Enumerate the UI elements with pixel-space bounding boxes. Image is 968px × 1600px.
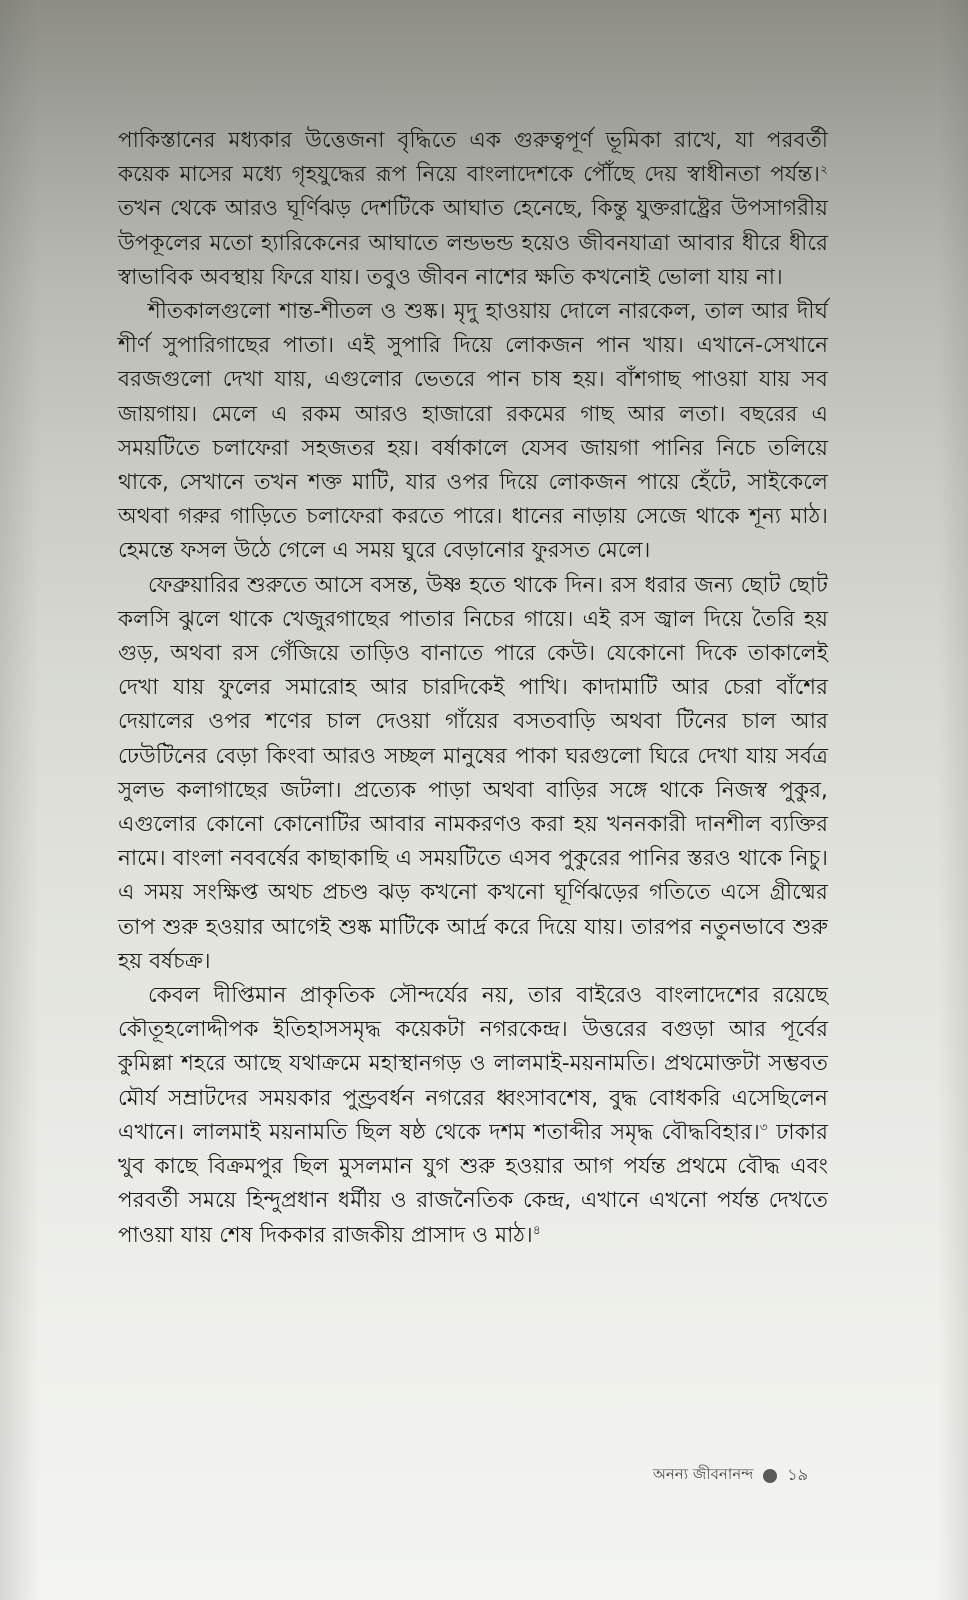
paragraph-1 (118, 124, 828, 295)
paragraph-text: কেবল দীপ্তিমান প্রাকৃতিক সৌন্দর্যের নয়, তার বাইরেও বাংলাদেশের রয়েছে কৌতূহলোদ্দীপক ইতিহাসসমৃদ্ধ কয়েকটা নগরকেন্দ্র। উত্তরের বগুড়া আর পূর্বের কুমিল্লা শহরে আছে যথাক্রমে মহাস্থানগড় ও লালমাই-ময়নামতি। প্রথমোক্তটা সম্ভবত মৌর্য সম্রাটদের সময়কার পুণ্ড্রবর্ধন নগরের ধ্বংসাবশেষ, বুদ্ধ বোধকরি এসেছিলেন এখানে। লালমাই ময়নামতি ছিল ষষ্ঠ থেকে দশম শতাব্দীর সমৃদ্ধ বৌদ্ধবিহার। (118, 983, 828, 1145)
footnote-marker[interactable]: ২ (820, 162, 828, 177)
paragraph-text: পাকিস্তানের মধ্যকার উত্তেজনা বৃদ্ধিতে এক গুরুত্বপূর্ণ ভূমিকা রাখে, যা পরবর্তী কয়েক মাসের মধ্যে গৃহযুদ্ধের রূপ নিয়ে বাংলাদেশকে পৌঁছে দেয় স্বাধীনতা পর্যন্ত। (118, 128, 828, 188)
bullet-circle-icon (763, 1469, 777, 1483)
paragraph-text: শীতকালগুলো শান্ত-শীতল ও শুষ্ক। মৃদু হাওয়ায় দোলে নারকেল, তাল আর দীর্ঘ শীর্ণ সুপারিগাছের পাতা। এই সুপারি দিয়ে লোকজন পান খায়। এখানে-সেখানে বরজগুলো দেখা যায়, এগুলোর ভেতরে পান চাষ হয়। বাঁশগাছ পাওয়া যায় সব জায়গায়। মেলে এ রকম আরও হাজারো রকমের গাছ আর লতা। বছরের এ সময়টিতে চলাফেরা সহজতর হয়। বর্ষাকালে যেসব জায়গা পানির নিচে তলিয়ে থাকে, সেখানে তখন শক্ত মাটি, যার ওপর দিয়ে লোকজন পায়ে হেঁটে, সাইকেলে অথবা গরুর গাড়িতে চলাফেরা করতে পারে। ধানের নাড়ায় সেজে থাকে শূন্য মাঠ। হেমন্তে ফসল উঠে গেলে এ সময় ঘুরে বেড়ানোর ফুরসত মেলে। (118, 299, 828, 564)
paragraph-text: ফেব্রুয়ারির শুরুতে আসে বসন্ত, উষ্ণ হতে থাকে দিন। রস ধরার জন্য ছোট ছোট কলসি ঝুলে থাকে খেজুরগাছের পাতার নিচের গায়ে। এই রস জ্বাল দিয়ে তৈরি হয় গুড়, অথবা রস গেঁজিয়ে তাড়িও বানাতে পারে কেউ। যেকোনো দিকে তাকালেই দেখা যায় ফুলের সমারোহ আর চারদিকেই পাখি। কাদামাটি আর চেরা বাঁশের দেয়ালের ওপর শণের চাল দেওয়া গাঁয়ের বসতবাড়ি অথবা টিনের চাল আর ঢেউটিনের বেড়া কিংবা আরও সচ্ছল মানুষের পাকা ঘরগুলো ঘিরে দেখা যায় সর্বত্র সুলভ কলাগাছের জটলা। প্রত্যেক পাড়া অথবা বাড়ির সঙ্গে থাকে নিজস্ব পুকুর, এগুলোর কোনো কোনোটির আবার নামকরণও করা হয় খননকারী দানশীল ব্যক্তির নামে। বাংলা নববর্ষের কাছাকাছি এ সময়টিতে এসব পুকুরের পানির স্তরও থাকে নিচু। এ সময় সংক্ষিপ্ত অথচ প্রচণ্ড ঝড় কখনো কখনো ঘূর্ণিঝড়ের গতিতে এসে গ্রীষ্মের তাপ শুরু হওয়ার আগেই শুষ্ক মাটিকে আর্দ্র করে দিয়ে যায়। তারপর নতুনভাবে শুরু হয় বর্ষচক্র। (118, 572, 828, 974)
running-title: অনন্য জীবনানন্দ (652, 1465, 754, 1483)
page-shadow-right (938, 0, 968, 1600)
paragraph-3 (118, 569, 828, 979)
footnote-marker[interactable]: ৩ (759, 1119, 768, 1134)
footnote-marker[interactable]: ৪ (532, 1222, 541, 1237)
paragraph-2 (118, 295, 828, 569)
page-shadow-left (0, 0, 40, 1600)
page-footer (653, 1462, 808, 1489)
paragraph-text: তখন থেকে আরও ঘূর্ণিঝড় দেশটিকে আঘাত হেনেছে, কিন্তু যুক্তরাষ্ট্রের উপসাগরীয় উপকূলের মতো হ্যারিকেনের আঘাতে লন্ডভন্ড হয়েও জীবনযাত্রা আবার ধীরে ধীরে স্বাভাবিক অবস্থায় ফিরে যায়। তবুও জীবন নাশের ক্ষতি কখনোই ভোলা যায় না। (118, 196, 828, 290)
body-text (118, 124, 828, 1253)
paragraph-4 (118, 979, 828, 1253)
page-number: ১৯ (787, 1465, 808, 1484)
paragraph-text: ঢাকার খুব কাছে বিক্রমপুর ছিল মুসলমান যুগ শুরু হওয়ার আগ পর্যন্ত প্রথমে বৌদ্ধ এবং পরবর্তী সময়ে হিন্দুপ্রধান ধর্মীয় ও রাজনৈতিক কেন্দ্র, এখানে এখনো পর্যন্ত দেখতে পাওয়া যায় শেষ দিককার রাজকীয় প্রাসাদ ও মাঠ। (118, 1119, 829, 1248)
